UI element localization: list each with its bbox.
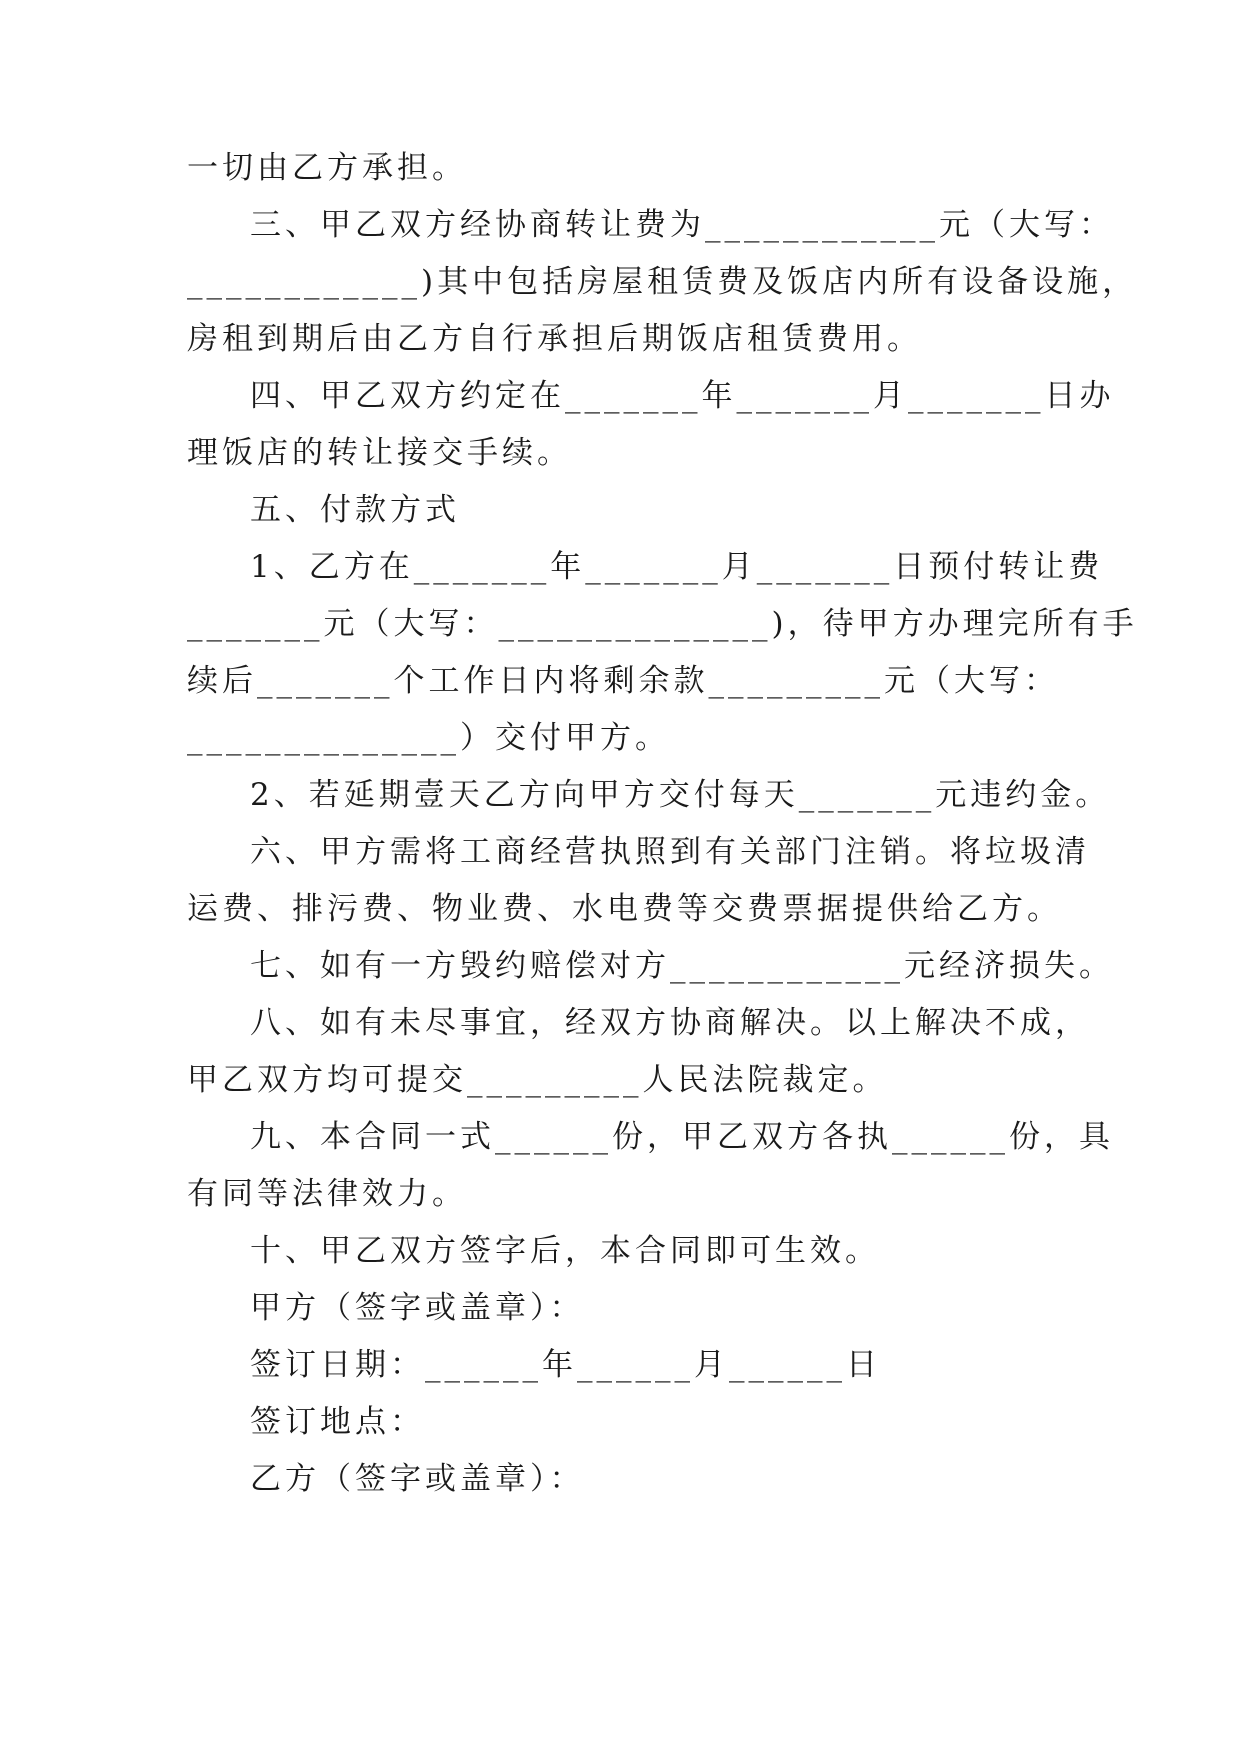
- clause-4-line-1: 四、甲乙双方约定在_______年_______月_______日办: [250, 378, 1115, 414]
- clause-5-1-line-4: ______________）交付甲方。: [187, 720, 670, 756]
- clause-9-line-2: 有同等法律效力。: [187, 1176, 467, 1212]
- clause-7-line: 七、如有一方毁约赔偿对方____________元经济损失。: [250, 948, 1114, 984]
- clause-5-2-line: 2、若延期壹天乙方向甲方交付每天_______元违约金。: [250, 777, 1111, 813]
- clause-3-line-1: 三、甲乙双方经协商转让费为____________元（大写：: [250, 207, 1114, 243]
- clause-5-1-line-2: _______元（大写：______________)，待甲方办理完所有手: [187, 606, 1138, 642]
- signing-place-label: 签订地点：: [250, 1404, 425, 1440]
- text-line-1: 一切由乙方承担。: [187, 150, 467, 186]
- party-b-signature-label: 乙方（签字或盖章）：: [250, 1461, 585, 1497]
- clause-6-line-1: 六、甲方需将工商经营执照到有关部门注销。将垃圾清: [250, 834, 1090, 870]
- clause-3-line-2: ____________)其中包括房屋租赁费及饭店内所有设备设施，: [187, 264, 1138, 300]
- clause-8-line-1: 八、如有未尽事宜，经双方协商解决。以上解决不成，: [250, 1005, 1090, 1041]
- clause-3-line-3: 房租到期后由乙方自行承担后期饭店租赁费用。: [187, 321, 922, 357]
- clause-10-line: 十、甲乙双方签字后，本合同即可生效。: [250, 1233, 880, 1269]
- clause-9-line-1: 九、本合同一式______份，甲乙双方各执______份，具: [250, 1119, 1114, 1155]
- clause-5-1-line-1: 1、乙方在_______年_______月_______日预付转让费: [250, 549, 1104, 585]
- party-a-signature-label: 甲方（签字或盖章）：: [250, 1290, 585, 1326]
- clause-8-line-2: 甲乙双方均可提交_________人民法院裁定。: [187, 1062, 888, 1098]
- clause-4-line-2: 理饭店的转让接交手续。: [187, 435, 572, 471]
- clause-5-heading: 五、付款方式: [250, 492, 460, 528]
- clause-5-1-line-3: 续后_______个工作日内将剩余款_________元（大写：: [187, 663, 1059, 699]
- signing-date-label: 签订日期：______年______月______日: [250, 1347, 881, 1383]
- clause-6-line-2: 运费、排污费、物业费、水电费等交费票据提供给乙方。: [187, 891, 1062, 927]
